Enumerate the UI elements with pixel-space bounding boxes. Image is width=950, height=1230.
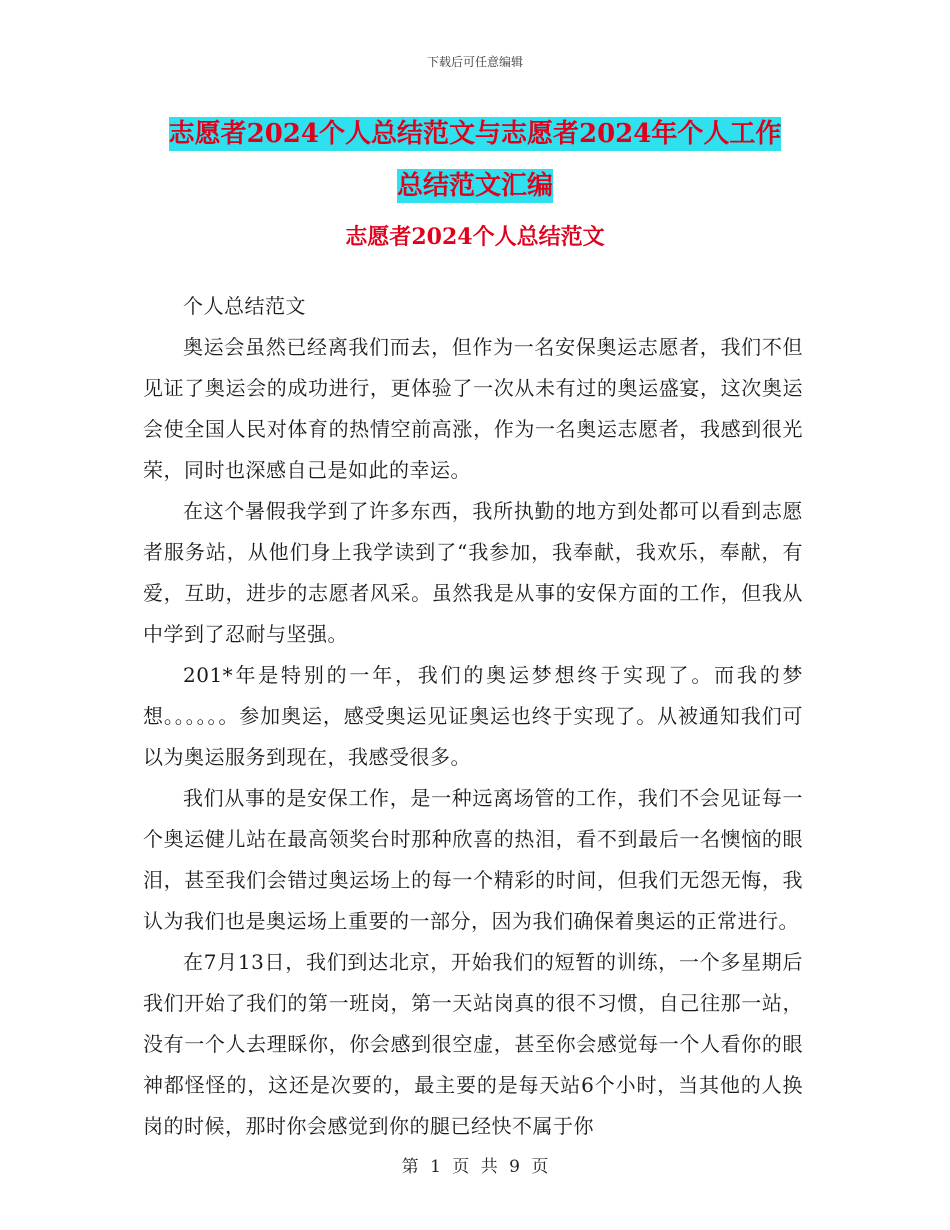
page-header-note: 下载后可任意编辑 [426, 55, 523, 69]
paragraph: 我们从事的是安保工作，是一种远离场管的工作，我们不会见证每一个奥运健儿站在最高领奖台时那种欣喜的热泪，看不到最后一名懊恼的眼泪，甚至我们会错过奥运场上的每一个精彩的时间，但我们无怨无悔，我认为我们也是奥运场上重要的一部分，因为我们确保着奥运的正常进行。 [143, 786, 803, 933]
paragraph: 个人总结范文 [183, 294, 306, 318]
paragraph: 在这个暑假我学到了许多东西，我所执勤的地方到处都可以看到志愿者服务站，从他们身上我学读到了“我参加，我奉献，我欢乐，奉献，有爱，互助，进步的志愿者风采。虽然我是从事的安保方面的工作，但我从中学到了忍耐与坚强。 [143, 499, 803, 646]
document-title-line-1: 志愿者2024个人总结范文与志愿者2024年个人工作 [168, 119, 782, 149]
document-body [143, 286, 803, 1147]
paragraph: 201*年是特别的一年，我们的奥运梦想终于实现了。而我的梦想。。。。。。参加奥运，感受奥运见证奥运也终于实现了。从被通知我们可以为奥运服务到现在，我感受很多。 [143, 663, 803, 769]
document-title-line-2: 总结范文汇编 [396, 171, 553, 201]
document-title [0, 108, 950, 212]
paragraph: 奥运会虽然已经离我们而去，但作为一名安保奥运志愿者，我们不但见证了奥运会的成功进行，更体验了一次从未有过的奥运盛宴，这次奥运会使全国人民对体育的热情空前高涨，作为一名奥运志愿者，我感到很光荣，同时也深感自己是如此的幸运。 [143, 335, 803, 482]
section-title: 志愿者2024个人总结范文 [345, 224, 605, 250]
paragraph: 在7月13日，我们到达北京，开始我们的短暂的训练，一个多星期后我们开始了我们的第一班岗，第一天站岗真的很不习惯，自己往那一站，没有一个人去理睬你，你会感到很空虚，甚至你会感觉每一个人看你的眼神都怪怪的，这还是次要的，最主要的是每天站6个小时，当其他的人换岗的时候，那时你会感觉到你的腿已经快不属于你 [143, 950, 803, 1138]
page-number-footer: 第 1 页 共 9 页 [401, 1157, 549, 1177]
